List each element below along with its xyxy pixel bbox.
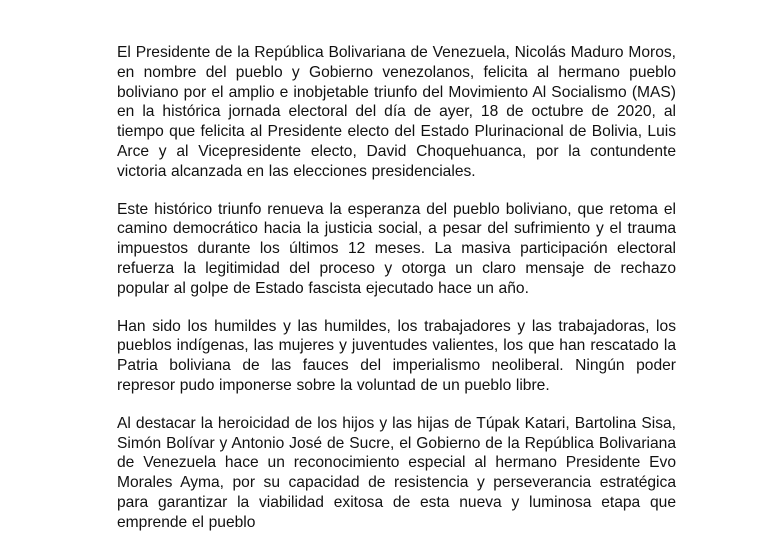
document-body (117, 43, 676, 551)
paragraph-2: Este histórico triunfo renueva la esperanza del pueblo boliviano, que retoma el camino democrático hacia la justicia social, a pesar del sufrimiento y el trauma impuestos durante los últimos 12 meses. La masiva participación electoral refuerza la legitimidad del proceso y otorga un claro mensaje de rechazo popular al golpe de Estado fascista ejecutado hace un año. (117, 200, 676, 297)
paragraph-3: Han sido los humildes y las humildes, los trabajadores y las trabajadoras, los pueblos indígenas, las mujeres y juventudes valientes, los que han rescatado la Patria boliviana de las fauces del imperialismo neoliberal. Ningún poder represor pudo imponerse sobre la voluntad de un pueblo libre. (117, 317, 676, 394)
paragraph-4: Al destacar la heroicidad de los hijos y las hijas de Túpak Katari, Bartolina Sisa, Simón Bolívar y Antonio José de Sucre, el Gobierno de la República Bolivariana de Venezuela hace un reconocimiento especial al hermano Presidente Evo Morales Ayma, por su capacidad de resistencia y perseverancia estratégica para garantizar la viabilidad exitosa de esta nueva y luminosa etapa que emprende el pueblo (117, 414, 676, 531)
paragraph-1: El Presidente de la República Bolivariana de Venezuela, Nicolás Maduro Moros, en nombre del pueblo y Gobierno venezolanos, felicita al hermano pueblo boliviano por el amplio e inobjetable triunfo del Movimiento Al Socialismo (MAS) en la histórica jornada electoral del día de ayer, 18 de octubre de 2020, al tiempo que felicita al Presidente electo del Estado Plurinacional de Bolivia, Luis Arce y al Vicepresidente electo, David Choquehuanca, por la contundente victoria alcanzada en las elecciones presidenciales. (117, 44, 676, 180)
